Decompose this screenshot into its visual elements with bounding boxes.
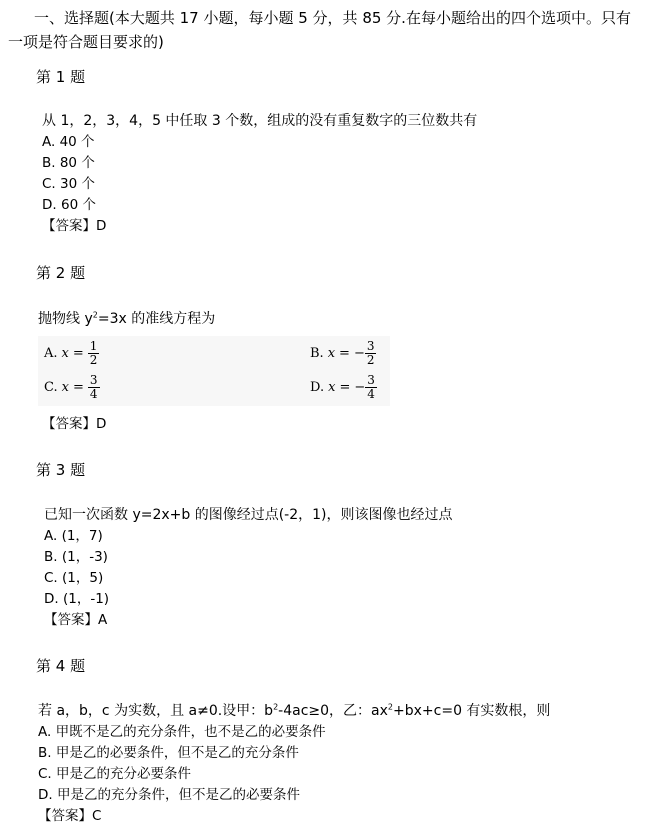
intro-line-1: 一、选择题(本大题共 17 小题，每小题 5 分，共 85 分.在每小题给出的四个选项中。只有 [34,9,631,27]
option-b-variable: x [327,346,336,361]
question-1-stem: 从 1，2，3，4，5 中任取 3 个数，组成的没有重复数字的三位数共有 [42,113,478,129]
question-2-option-b [310,340,376,367]
option-a-label: A. [44,346,58,361]
question-1-heading: 第 1 题 [36,68,86,86]
question-2-answer: 【答案】D [42,416,107,432]
option-d-fraction [365,374,377,401]
question-4-heading: 第 4 题 [36,657,86,675]
question-1-option-d: D. 60 个 [42,197,96,213]
question-2-options-image [38,336,390,406]
question-3-option-d: D. (1，-1) [44,591,110,607]
option-c-variable: x [61,380,69,395]
option-d-numerator: 3 [367,373,375,387]
question-2-stem-suffix: =3x 的准线方程为 [97,311,216,327]
question-4-option-c: C. 甲是乙的充分必要条件 [38,766,192,782]
option-b-sign: − [353,346,365,361]
question-4-answer: 【答案】C [38,808,102,824]
question-2-option-d [310,374,377,401]
question-2-heading: 第 2 题 [36,264,86,282]
option-a-numerator: 1 [89,339,98,353]
question-4-stem [38,701,550,722]
option-a-fraction [88,340,100,367]
option-b-label: B. [310,346,324,361]
question-1-option-b: B. 80 个 [42,155,95,171]
option-d-denominator: 4 [367,387,375,401]
question-4-stem-part-2: -4ac≥0，乙：ax [278,703,388,719]
question-4-stem-exponent-1: 2 [273,702,279,712]
option-b-fraction [365,340,377,367]
question-2-stem-exponent: 2 [92,310,98,320]
question-2-stem [38,309,215,330]
question-3-stem: 已知一次函数 y=2x+b 的图像经过点(-2，1)，则该图像也经过点 [44,507,453,523]
option-d-variable: x [328,380,336,395]
intro-line-2: 一项是符合题目要求的) [8,33,164,51]
option-c-equals: = [72,380,84,395]
question-2-stem-prefix: 抛物线 y [38,311,93,327]
option-b-equals: = [339,346,350,361]
option-a-variable: x [61,346,69,361]
question-1-option-c: C. 30 个 [42,176,95,192]
question-3-heading: 第 3 题 [36,461,86,479]
question-3-option-b: B. (1，-3) [44,549,108,565]
option-a-denominator: 2 [89,353,98,367]
option-d-label: D. [310,380,325,395]
question-4-stem-part-3: +bx+c=0 有实数根，则 [393,703,551,719]
question-3-option-a: A. (1，7) [44,528,103,544]
option-d-equals: = [339,380,351,395]
question-3-option-c: C. (1，5) [44,570,104,586]
question-4-stem-exponent-2: 2 [387,702,394,712]
question-4-option-a: A. 甲既不是乙的充分条件，也不是乙的必要条件 [38,724,326,740]
option-c-label: C. [44,380,58,395]
option-a-equals: = [72,346,84,361]
question-1-answer: 【答案】D [42,218,107,234]
option-c-fraction [88,374,100,401]
option-b-numerator: 3 [366,339,375,353]
question-4-option-b: B. 甲是乙的必要条件，但不是乙的充分条件 [38,745,299,761]
question-2-option-a [44,340,99,367]
section-intro [8,6,656,54]
option-c-numerator: 3 [89,373,98,387]
option-b-denominator: 2 [366,353,375,367]
option-c-denominator: 4 [89,387,98,401]
question-3-answer: 【答案】A [44,612,108,628]
question-2-option-c [44,374,100,401]
question-1-option-a: A. 40 个 [42,134,95,150]
option-d-sign: − [354,380,366,395]
question-4-stem-part-1: 若 a，b，c 为实数，且 a≠0.设甲：b [38,703,274,719]
question-4-option-d: D. 甲是乙的充分条件，但不是乙的必要条件 [38,787,300,803]
